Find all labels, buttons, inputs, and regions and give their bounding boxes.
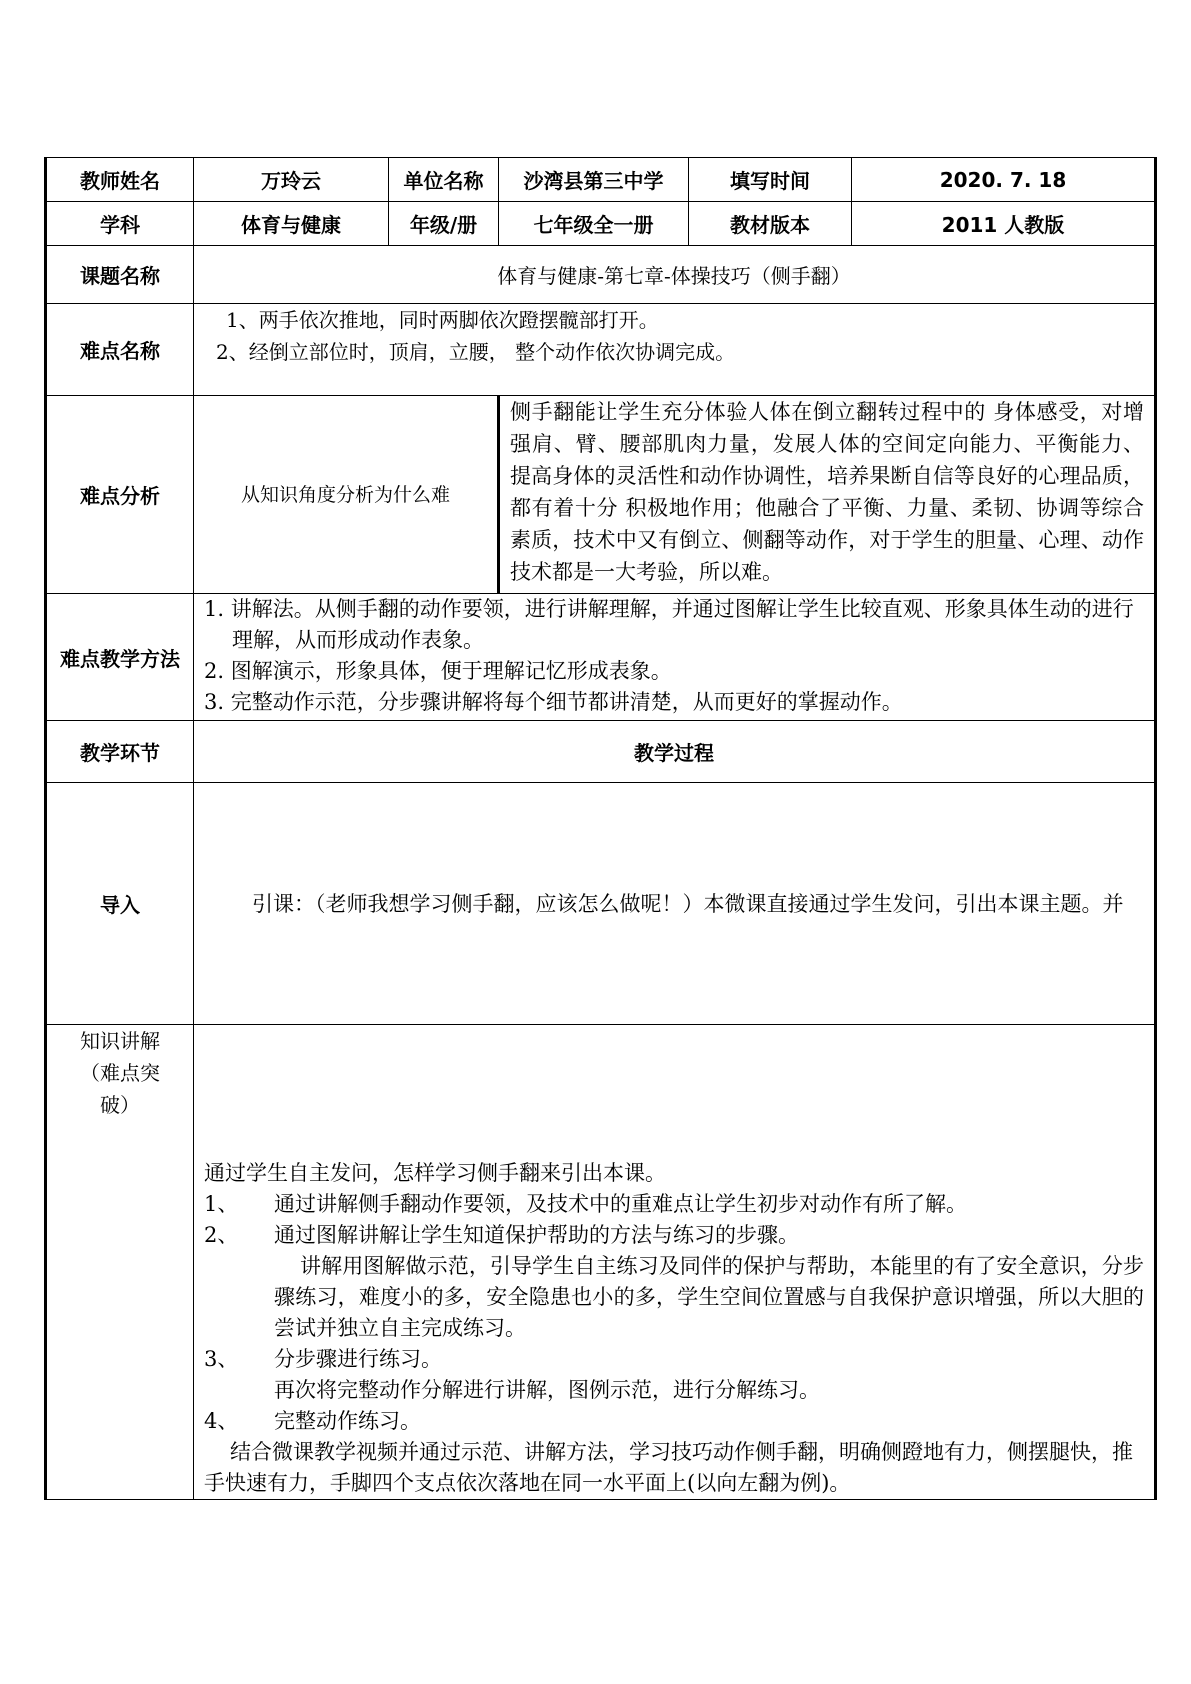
analysis-sublabel bbox=[194, 396, 499, 594]
edition-label: 教材版本 bbox=[689, 202, 852, 246]
fill-time-label: 填写时间 bbox=[689, 158, 852, 202]
subject-label: 学科 bbox=[46, 202, 194, 246]
analysis-label: 难点分析 bbox=[46, 396, 194, 594]
step-3-number: 3、 bbox=[204, 1347, 239, 1371]
unit-name-label: 单位名称 bbox=[389, 158, 499, 202]
method-item-2: 2. 图解演示，形象具体，便于理解记忆形成表象。 bbox=[204, 659, 672, 683]
method-row bbox=[46, 594, 1156, 721]
topic-label: 课题名称 bbox=[46, 246, 194, 304]
difficulty-label: 难点名称 bbox=[46, 304, 194, 396]
topic-value: 体育与健康-第七章-体操技巧（侧手翻） bbox=[194, 246, 1156, 304]
edition-value: 2011 人教版 bbox=[852, 202, 1156, 246]
step-1-text: 通过讲解侧手翻动作要领，及技术中的重难点让学生初步对动作有所了解。 bbox=[274, 1192, 967, 1216]
difficulty-row bbox=[46, 304, 1156, 396]
knowledge-label: 知识讲解（难点突破） bbox=[46, 1025, 194, 1500]
difficulty-cell bbox=[194, 304, 1156, 396]
difficulty-line-2: 2、经倒立部位时，顶肩，立腰， 整个动作依次协调完成。 bbox=[216, 340, 736, 364]
analysis-text: 侧手翻能让学生充分体验人体在倒立翻转过程中的 身体感受，对增强肩、臂、腰部肌肉力量，发展人体的空间定向能力、平衡能力、 提高身体的灵活性和动作协调性，培养果断自信等良好的心理品质，都有着十分 积极地作用；他融合了平衡、力量、柔韧、协调等综合素质，技术中又有倒立、侧翻等动作，对于学生的胆量、心理、动作技术都是一大考验，所以难。 bbox=[510, 400, 1144, 584]
intro-row bbox=[46, 783, 1156, 1025]
subject-value: 体育与健康 bbox=[194, 202, 389, 246]
process-header-row bbox=[46, 721, 1156, 783]
grade-value: 七年级全一册 bbox=[499, 202, 689, 246]
analysis-row bbox=[46, 396, 1156, 594]
method-item-1: 1. 讲解法。从侧手翻的动作要领，进行讲解理解，并通过图解让学生比较直观、形象具体生动的进行理解，从而形成动作表象。 bbox=[204, 597, 1134, 652]
header-row-2 bbox=[46, 202, 1156, 246]
knowledge-step-4 bbox=[204, 1406, 1144, 1437]
teacher-name-value: 万玲云 bbox=[194, 158, 389, 202]
header-row-1 bbox=[46, 158, 1156, 202]
knowledge-closing: 结合微课教学视频并通过示范、讲解方法，学习技巧动作侧手翻，明确侧蹬地有力，侧摆腿快，推手快速有力，手脚四个支点依次落地在同一水平面上(以向左翻为例)。 bbox=[204, 1440, 1133, 1495]
process-stage-label: 教学环节 bbox=[46, 721, 194, 783]
method-item-3: 3. 完整动作示范，分步骤讲解将每个细节都讲清楚，从而更好的掌握动作。 bbox=[204, 690, 903, 714]
grade-label: 年级/册 bbox=[389, 202, 499, 246]
step-4-number: 4、 bbox=[204, 1409, 239, 1433]
intro-text: 引课：（老师我想学习侧手翻，应该怎么做呢！）本微课直接通过学生发问，引出本课主题。并 bbox=[252, 891, 1124, 916]
method-label: 难点教学方法 bbox=[46, 594, 194, 721]
knowledge-step-2 bbox=[204, 1220, 1144, 1251]
knowledge-row bbox=[46, 1025, 1156, 1500]
step-4-text: 完整动作练习。 bbox=[274, 1409, 421, 1433]
knowledge-step-1 bbox=[204, 1189, 1144, 1220]
intro-label: 导入 bbox=[46, 783, 194, 1025]
process-label: 教学过程 bbox=[194, 721, 1156, 783]
difficulty-line-1: 1、两手依次推地，同时两脚依次蹬摆髋部打开。 bbox=[226, 308, 659, 332]
knowledge-step-3 bbox=[204, 1344, 1144, 1375]
teacher-name-label: 教师姓名 bbox=[46, 158, 194, 202]
unit-name-value: 沙湾县第三中学 bbox=[499, 158, 689, 202]
step-3-text: 分步骤进行练习。 bbox=[274, 1347, 442, 1371]
step-2-detail: 讲解用图解做示范，引导学生自主练习及同伴的保护与帮助，本能里的有了安全意识，分步骤练习，难度小的多，安全隐患也小的多，学生空间位置感与自我保护意识增强，所以大胆的尝试并独立自主完成练习。 bbox=[274, 1254, 1144, 1340]
knowledge-cell bbox=[194, 1025, 1156, 1500]
step-2-text: 通过图解讲解让学生知道保护帮助的方法与练习的步骤。 bbox=[274, 1223, 799, 1247]
topic-row bbox=[46, 246, 1156, 304]
analysis-text-cell bbox=[499, 396, 1156, 594]
step-3-detail: 再次将完整动作分解进行讲解，图例示范，进行分解练习。 bbox=[274, 1378, 820, 1402]
step-2-number: 2、 bbox=[204, 1223, 239, 1247]
method-cell bbox=[194, 594, 1156, 721]
fill-time-value: 2020. 7. 18 bbox=[852, 158, 1156, 202]
knowledge-lead: 通过学生自主发问，怎样学习侧手翻来引出本课。 bbox=[204, 1161, 666, 1185]
intro-cell bbox=[194, 783, 1156, 1025]
lesson-plan-table bbox=[44, 157, 1157, 1500]
step-1-number: 1、 bbox=[204, 1192, 239, 1216]
analysis-sublabel-text: 从知识角度分析为什么难 bbox=[240, 483, 450, 506]
